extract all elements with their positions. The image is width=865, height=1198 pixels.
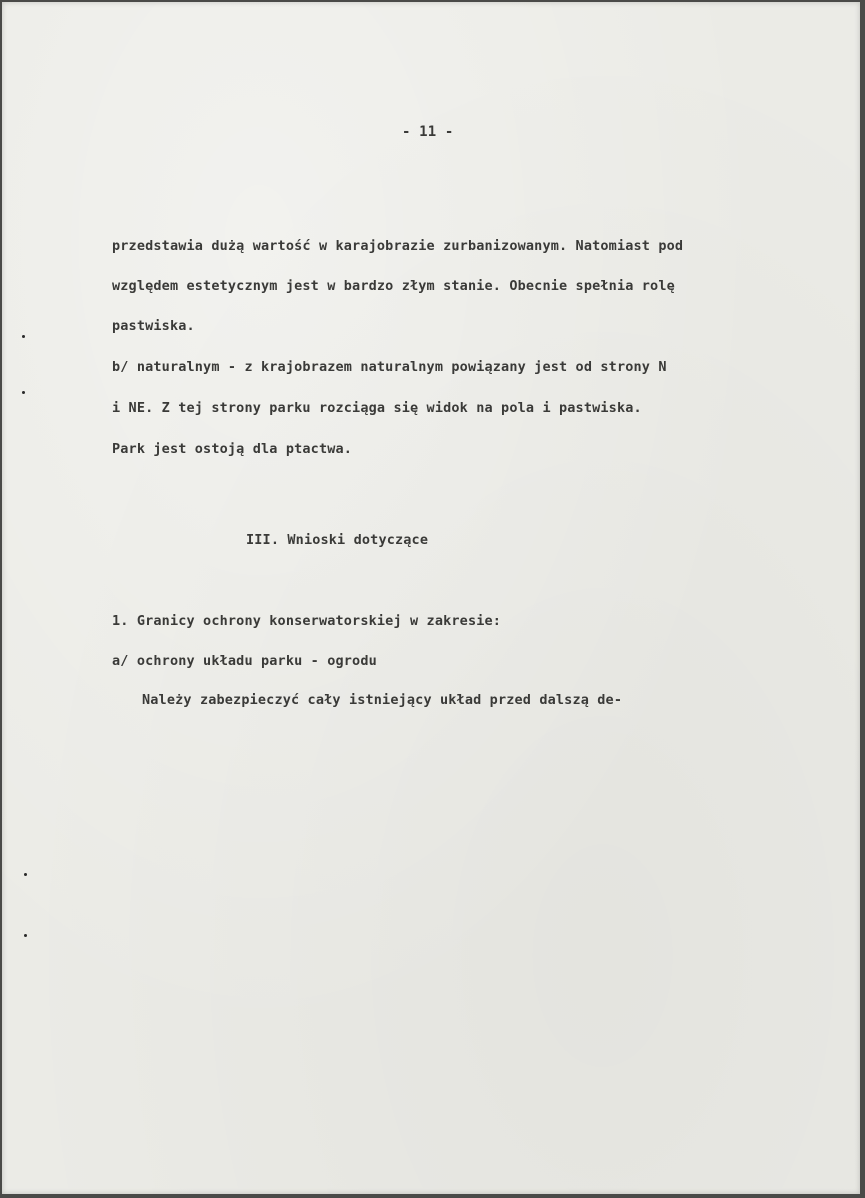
punch-hole-mark xyxy=(24,873,27,876)
text-line: przedstawia dużą wartość w karajobrazie zurbanizowanym. Natomiast pod xyxy=(112,238,684,254)
text-line: b/ naturalnym - z krajobrazem naturalnym powiązany jest od strony N xyxy=(112,359,667,375)
punch-hole-mark xyxy=(24,934,27,937)
section-heading: III. Wnioski dotyczące xyxy=(246,532,429,548)
text-line: Należy zabezpieczyć cały istniejący układ przed dalszą de- xyxy=(142,692,623,708)
punch-hole-mark xyxy=(22,335,25,338)
document-page xyxy=(2,2,860,1194)
page-number: - 11 - xyxy=(402,124,454,140)
text-line: pastwiska. xyxy=(112,318,195,334)
page-edge-shadow xyxy=(2,2,860,1194)
text-line: względem estetycznym jest w bardzo złym stanie. Obecnie spełnia rolę xyxy=(112,278,675,294)
punch-hole-mark xyxy=(22,391,25,394)
list-subitem: a/ ochrony układu parku - ogrodu xyxy=(112,653,377,669)
text-line: i NE. Z tej strony parku rozciąga się widok na pola i pastwiska. xyxy=(112,400,642,416)
list-item: 1. Granicy ochrony konserwatorskiej w zakresie: xyxy=(112,613,502,629)
text-line: Park jest ostoją dla ptactwa. xyxy=(112,441,353,457)
